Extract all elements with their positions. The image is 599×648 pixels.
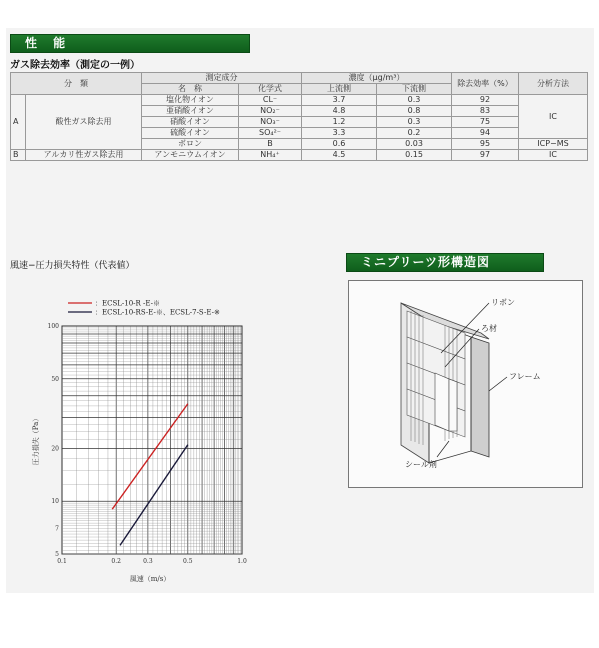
y-axis-label: 圧力損失（Pa）	[32, 414, 40, 466]
header-concentration: 濃度（μg/m³）	[302, 73, 452, 84]
chart-grid	[62, 326, 242, 554]
y-tick-label: 5	[55, 551, 59, 558]
label-media: ろ材	[481, 324, 497, 333]
downstream-value: 0.03	[377, 139, 452, 150]
chart-legend	[68, 300, 220, 317]
plot-area	[62, 326, 242, 554]
x-tick-label: 0.5	[183, 558, 193, 565]
component-formula: NO₂⁻	[239, 106, 302, 117]
component-formula: NO₃⁻	[239, 117, 302, 128]
header-downstream: 下流側	[377, 84, 452, 95]
chart-heading: 風速−圧力損失特性（代表値）	[10, 261, 135, 271]
efficiency-value: 94	[452, 128, 519, 139]
upstream-value: 1.2	[302, 117, 377, 128]
efficiency-value: 92	[452, 95, 519, 106]
structure-header: ミニプリーツ形構造図	[346, 253, 544, 272]
legend-label: ：ECSL-10-R -E-※	[95, 299, 161, 308]
label-ribbon: リボン	[491, 298, 515, 307]
header-efficiency: 除去効率（%）	[452, 73, 519, 95]
component-name: ボロン	[142, 139, 239, 150]
table-row	[11, 95, 588, 106]
legend-label: ：ECSL-10-RS-E-※、ECSL-7-S-E-※	[95, 308, 220, 317]
efficiency-value: 75	[452, 117, 519, 128]
efficiency-value: 97	[452, 150, 519, 161]
label-seal: シール剤	[405, 460, 437, 469]
component-name: 亜硝酸イオン	[142, 106, 239, 117]
component-formula: B	[239, 139, 302, 150]
x-tick-label: 1.0	[237, 558, 247, 565]
y-tick-label: 20	[51, 445, 59, 453]
structure-diagram	[348, 280, 583, 488]
downstream-value: 0.2	[377, 128, 452, 139]
method-value: IC	[519, 150, 588, 161]
category-name: アルカリ性ガス除去用	[26, 150, 142, 161]
y-tick-label: 50	[51, 375, 59, 383]
downstream-value: 0.3	[377, 117, 452, 128]
upstream-value: 3.3	[302, 128, 377, 139]
header-upstream: 上流側	[302, 84, 377, 95]
upstream-value: 0.6	[302, 139, 377, 150]
x-tick-label: 0.2	[111, 558, 121, 565]
downstream-value: 0.3	[377, 95, 452, 106]
y-tick-label: 10	[51, 498, 59, 506]
efficiency-value: 95	[452, 139, 519, 150]
component-name: 硝酸イオン	[142, 117, 239, 128]
method-value: IC	[519, 95, 588, 139]
label-frame: フレーム	[509, 372, 541, 381]
upstream-value: 3.7	[302, 95, 377, 106]
y-tick-label: 7	[55, 525, 59, 533]
category-name: 酸性ガス除去用	[26, 95, 142, 150]
method-value: ICP−MS	[519, 139, 588, 150]
component-name: アンモニウムイオン	[142, 150, 239, 161]
x-axis-label: 風速（m/s）	[129, 575, 171, 583]
downstream-value: 0.8	[377, 106, 452, 117]
gas-removal-title: ガス除去効率（測定の一例）	[10, 60, 140, 71]
component-formula: SO₄²⁻	[239, 128, 302, 139]
component-name: 塩化物イオン	[142, 95, 239, 106]
component-formula: CL⁻	[239, 95, 302, 106]
gas-removal-table	[10, 72, 588, 161]
table-row	[11, 150, 588, 161]
header-component: 測定成分	[142, 73, 302, 84]
category-code: A	[11, 95, 26, 150]
x-tick-label: 0.1	[57, 558, 67, 565]
header-formula: 化学式	[239, 84, 302, 95]
component-name: 硫酸イオン	[142, 128, 239, 139]
x-tick-label: 0.3	[143, 558, 153, 565]
component-formula: NH₄⁺	[239, 150, 302, 161]
efficiency-value: 83	[452, 106, 519, 117]
header-method: 分析方法	[519, 73, 588, 95]
pressure-loss-chart	[0, 290, 300, 590]
header-name: 名 称	[142, 84, 239, 95]
upstream-value: 4.8	[302, 106, 377, 117]
y-tick-label: 100	[47, 323, 59, 330]
header-category: 分 類	[11, 73, 142, 95]
performance-header: 性 能	[10, 34, 250, 53]
downstream-value: 0.15	[377, 150, 452, 161]
upstream-value: 4.5	[302, 150, 377, 161]
filter-illustration	[349, 281, 582, 487]
category-code: B	[11, 150, 26, 161]
